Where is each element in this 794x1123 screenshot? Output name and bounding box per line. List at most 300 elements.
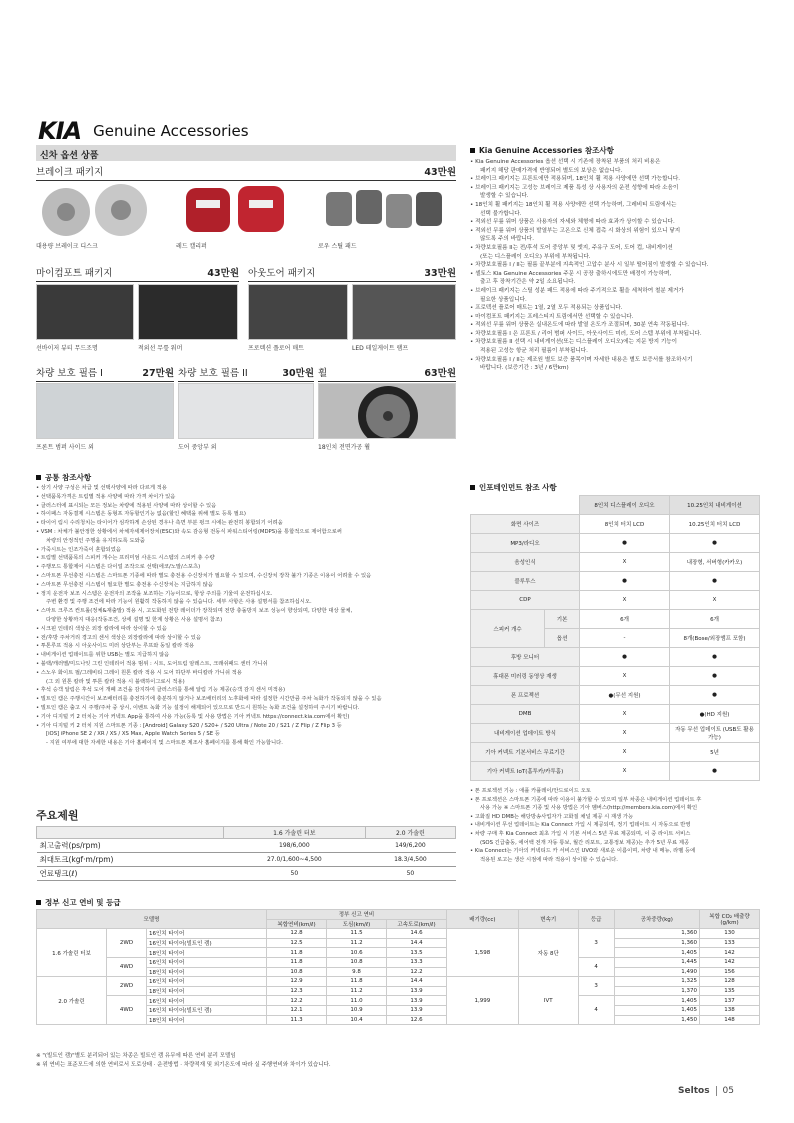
fuel-tire: 16인치 타이어 [147,996,267,1006]
note-line: • 시크핀 인테리 색상은 외장 칼라에 따라 상이할 수 있음 [36,625,167,632]
fuel-value: 10.8 [327,957,387,967]
infotainment-cell-navi: ● [670,572,760,591]
wheel-image [318,383,456,439]
note-line: • 상기 사양 구성은 차급 및 선택사양에 따라 다르게 적용 [36,485,167,491]
infotainment-row-sublabel: 옵션 [545,629,580,648]
note-line: • Kia Genuine Accessories 옵션 선택 시 기존에 장착된 부품의 처리 비용은 [470,159,661,165]
fuel-header-gov: 정부 신고 연비 [267,910,447,920]
note-line: • 18인치 휠 패키지는 18인치 휠 적용 사양에만 선택 가능하며, 그레비티 트림에서는 [470,201,677,208]
infotainment-row-label: 화면 사이즈 [471,515,580,534]
fuel-value: 11.8 [267,948,327,958]
fuel-value: 14.4 [387,938,447,948]
note-line: 선택 불가합니다. [480,210,522,217]
infotainment-cell-audio: X [580,667,670,686]
bullet-square-icon [36,475,41,480]
film2-row [178,365,314,382]
infotainment-cell-navi: ● [670,762,760,781]
infotainment-row [471,515,760,534]
infotainment-row-label: 음성인식 [471,553,580,572]
note-line: • 빌트인 캠은 주행시간이 보조배터리를 충전하기에 충분하지 않거나 보조배터리의 노후화에 따라 설정한 시간만큼 주차 녹화가 작동되지 않을 수 있음 [36,696,382,703]
note-line: • 스마트폰 무선충전 시스템이 필요한 별도 충전용 수신장치는 지급하지 않음 [36,581,213,588]
fuel-value: 12.2 [267,996,327,1006]
film2-title: 차량 보호 필름 II [178,368,248,379]
low-steel-pad-image [318,182,456,238]
page-footer [678,1086,734,1096]
note-line: • 빌트인 캠은 출고 시 주행/주차 중 상시, 이벤트 녹화 기능 설정이 해제되어 있으므로 반드시 원하는 녹화 조건을 설정하여 주시기 바랍니다. [36,704,360,711]
note-line: • 차량보호필름 II는 전/후석 도어 중앙부 및 엣지, 주유구 도어, 도어 컵, 내비게이션 [470,244,673,251]
fuel-tire: 16인치 타이어 [147,957,267,967]
infotainment-row [471,705,760,724]
infotainment-cell-audio: 6개 [580,610,670,629]
sunvisor-caption: 선바이저 뷰티 무드조명 [36,345,98,352]
fuel-value: 11.8 [327,977,387,987]
note-line: • 선택품목가격은 트림별 적용 사양에 따라 가격 차이가 있음 [36,493,176,500]
film1-caption: 프론트 범퍼 사이드 외 [36,444,94,451]
sunvisor-image [36,284,134,340]
note-line: ※ 위 연비는 표준모드에 의한 연비로서 도로상태 · 운전방법 · 차량적재 및 외기온도에 따라 실 주행연비와 차이가 있습니다. [36,1061,331,1068]
specs-cell: 18.3/4,500 [365,853,455,867]
note-line: • 프로텍션 플로어 매트는 1열, 2열 모두 적용되는 상품입니다. [470,305,623,312]
fuel-co2: 142 [700,948,760,958]
fuel-value: 14.4 [387,977,447,987]
common-notes-heading [36,472,91,483]
infotainment-heading [470,482,557,493]
note-line: • Kia Connect는 기아의 커넥티드 카 서비스인 UVO와 새로운 이름이며, 차량 내 메뉴, 라벨 등에 [470,848,696,855]
fuel-drive-type: 2WD [107,929,147,958]
note-line: • 스마트 크루즈 컨트롤(정체&재출발) 적용 시, 고도화된 전방 레이더가 장착되며 전방 충돌방지 보조 성능이 향상되며, 다양한 대상 물체, [36,608,353,615]
note-line: 차량의 안정적인 주행을 유지하도록 도와줌 [46,537,145,544]
fuel-co2: 142 [700,957,760,967]
infotainment-cell-navi: 5년 [670,743,760,762]
specs-cell: 최고출력(ps/rpm) [37,839,224,853]
fuel-value: 12.3 [267,986,327,996]
infotainment-cell-navi: 6개 [670,610,760,629]
fuel-header-combined: 복합연비(km/ℓ) [267,919,327,929]
note-line: 출고 후 장착기간은 약 2일 소요됩니다. [480,279,576,286]
note-line: 않도록 주의 바랍니다. [480,236,534,243]
film1-price: 27만원 [142,368,174,379]
film2-image [178,383,314,439]
fuel-value: 12.6 [387,1015,447,1025]
infotainment-row [471,572,760,591]
film2-item [178,383,314,451]
note-line: 사용 가능 ※ 스마트폰 기종 및 사용 방법은 기아 멤버스(http://members.kia.com)에서 확인 [480,805,698,812]
film1-row [36,365,174,382]
note-line: • 전/후방 주차거리 경고의 센서 색상은 외장칼라에 따라 상이할 수 있음 [36,634,202,641]
specs-cell: 27.0/1,600~4,500 [223,853,365,867]
fuel-co2: 135 [700,986,760,996]
specs-row [37,839,456,853]
note-line: • 폰 프로젝션은 스마트폰 기종에 따라 이용이 불가할 수 있으며 일부 차종은 내비게이션 업데이트 후 [470,796,702,803]
fuel-weight: 1,360 [614,929,699,939]
infotainment-row-label: 블루투스 [471,572,580,591]
specs-column-header: 1.6 가솔린 터보 [223,827,365,839]
fuel-value: 13.9 [387,996,447,1006]
fuel-engine-name: 1.6 가솔린 터보 [37,929,107,977]
fuel-value: 12.9 [267,977,327,987]
note-line: • 하이패스 자동결제 시스템은 동형프 자동할인기능 없음(할인 혜택을 위해 별도 등록 필요) [36,511,246,518]
brake-images [36,182,456,250]
wheel-item [318,383,456,451]
infotainment-row [471,743,760,762]
note-line: (SOS 긴급출동, 에어백 전개 자동 통보, 월간 리포트, 교통정보 제공)는 추가 5년 무료 제공 [480,839,690,846]
note-line: • 마이컴포트 패키지는 프레스티지 트림에서만 선택할 수 있습니다. [470,313,634,320]
fuel-value: 11.2 [327,938,387,948]
note-line: • 적외선 무릎 워머 상품은 실내온도에 따라 발열 온도가 조절되며, 30분 연속 작동됩니다. [470,322,690,329]
note-line: • 차량보호필름 I / II는 필름 끝부분에 지속적인 고압수 분사 시 일부 떨어짐이 발생할 수 있습니다. [470,262,709,269]
infotainment-cell-navi: ●(HD 지원) [670,705,760,724]
brand-header [38,117,249,145]
fuel-header-grade: 등급 [578,910,614,929]
film1-image [36,383,174,439]
fuel-value: 10.6 [327,948,387,958]
infotainment-cell-audio: - [580,629,670,648]
fuel-value: 11.2 [327,986,387,996]
fuel-tire: 18인치 타이어 [147,986,267,996]
film1-title: 차량 보호 필름 I [36,368,103,379]
infotainment-header-row [471,496,760,515]
note-line: • 고화질 HD DMB는 해당방송사업자가 고화질 채널 제공 시 재생 가능 [470,813,634,820]
note-line: • 블랙/캐러멜/미드나잇 그린 인테리어 적용 범위 : 시트, 도어트림 암레스트, 크래쉬패드 센터 가니쉬 [36,660,268,667]
note-line: • 브레이크 패키지는 프론트에만 적용되며, 18인치 휠 적용 사양에만 선택 가능합니다. [470,176,681,183]
knee-warmer-item [138,284,238,352]
fuel-tire: 18인치 타이어 [147,1015,267,1025]
red-caliper-image [176,182,306,238]
note-line: • 폰 프로젝션 기능 : 애플 카플레이/안드로이드 오토 [470,788,591,794]
note-line: • 스마트폰 무선충전 시스템은 스마트폰 기종에 따라 별도 충전용 수신장치가 필요할 수 있으며, 수신장치 장착 불가 기종은 이용이 어려울 수 있음 [36,572,372,579]
note-line: • 기아 디지털 키 2 터치는 기아 커넥트 App을 통하여 사용 가능(등록 및 사용 방법은 기아 커넥트 https://connect.kia.com에서 확인) [36,713,350,720]
note-line: • 차량보호필름 I 은 프론트 / 리어 범퍼 사이드, 아웃사이드 미러, 도어 스텝 부위에 부착됩니다. [470,330,702,337]
infotainment-cell-audio: X [580,743,670,762]
fuel-row [37,929,760,939]
fuel-value: 12.8 [267,929,327,939]
infotainment-heading-text: 인포테인먼트 참조 사항 [479,483,557,492]
fuel-weight: 1,405 [614,996,699,1006]
infotainment-row-label: 내비게이션 업데이트 방식 [471,724,580,743]
note-line: • 주행모드 통합제어 시스템은 다이얼 조작으로 선택(에코/노말/스포츠) [36,564,201,571]
fuel-value: 13.9 [387,1005,447,1015]
infotainment-row-label: DMB [471,705,580,724]
infotainment-row-label: CDP [471,591,580,610]
fuel-value: 14.6 [387,929,447,939]
tailgate-lamp-caption: LED 테일게이트 램프 [352,345,409,352]
fuel-row [37,957,760,967]
fuel-tire: 18인치 타이어 [147,948,267,958]
fuel-header-highway: 고속도로(km/ℓ) [387,919,447,929]
fuel-weight: 1,325 [614,977,699,987]
infotainment-row-label: 후방 모니터 [471,648,580,667]
note-line: • 차량 구매 후 Kia Connect 최초 가입 시 기본 서비스 5년 무료 제공되며, 이 중 라이트 서비스 [470,830,691,837]
specs-table [36,826,456,881]
tailgate-lamp-item [352,284,456,352]
fuel-heading [36,897,121,908]
knee-warmer-image [138,284,238,340]
kga-notes-heading [470,145,614,156]
fuel-header-row [37,910,760,920]
fuel-grade: 3 [578,929,614,958]
film1-item [36,383,174,451]
footer-model: Seltos [678,1086,710,1096]
infotainment-row [471,762,760,781]
specs-row [37,867,456,881]
fuel-engine-name: 2.0 가솔린 [37,977,107,1025]
infotainment-row-label: 폰 프로젝션 [471,686,580,705]
note-line: 다양한 상황까지 대응(작동조건, 상세 설명 및 한계 상황은 사용 설명서 참조) [46,616,223,623]
section-label: 신차 옵션 상품 [36,145,456,161]
wheel-caption: 18인치 전면가공 휠 [318,444,371,451]
fuel-value: 9.8 [327,967,387,977]
fuel-weight: 1,360 [614,938,699,948]
infotainment-row [471,686,760,705]
outdoor-package-row [248,265,456,282]
infotainment-cell-navi: 내장형, 서버형(카카오) [670,553,760,572]
brake-disc-image [36,182,166,238]
infotainment-row [471,724,760,743]
note-line: ※ "(빌트인 캠)"별도 분리되어 있는 차종은 빌트인 캠 유무에 따른 연비 분리 모델임 [36,1053,236,1059]
infotainment-cell-navi: 10.25인치 터치 LCD [670,515,760,534]
infotainment-cell-audio: X [580,762,670,781]
fuel-header-cc: 배기량(cc) [447,910,519,929]
outdoor-package-title: 아웃도어 패키지 [248,268,316,279]
brake-package-title: 브레이크 패키지 [36,167,104,178]
outdoor-package-price: 33만원 [424,268,456,279]
fuel-value: 12.1 [267,1005,327,1015]
fuel-header-weight: 공차중량(kg) [614,910,699,929]
note-line: • 후석 승객 알림은 후석 도어 개폐 조건을 감지하여 클러스터를 통해 알림 기능 제공(승객 감지 센서 미적용) [36,687,286,694]
low-steel-pad-caption: 로우 스틸 패드 [318,243,357,250]
fuel-value: 12.2 [387,967,447,977]
red-caliper-caption: 레드 캘리퍼 [176,243,207,250]
infotainment-row-label: MP3/라디오 [471,534,580,553]
fuel-row [37,977,760,987]
page-title: Genuine Accessories [93,122,249,140]
bullet-square-icon [470,485,475,490]
fuel-drive-type: 4WD [107,996,147,1025]
fuel-tire: 16인치 타이어 [147,929,267,939]
fuel-co2: 156 [700,967,760,977]
fuel-co2: 137 [700,996,760,1006]
infotainment-column-header: 10.25인치 내비게이션 [670,496,760,515]
note-line: • 스노우 화이트 펄/그레비티 그레이 원톤 칼라 적용 시 도어 하단부 바디칼라 가니쉬 적용 [36,669,242,676]
wheel-price: 63만원 [424,368,456,379]
note-line: • 기아 디지털 키 2 터치 지원 스마트폰 기종 : [Android] Galaxy S20 / S20+ / S20 Ultra / Note 20 / S21 / Z Flip / Z Flip 3 등 [36,722,342,729]
infotainment-row-label: 기아 커넥트 IoT(홈투카/카투홈) [471,762,580,781]
note-line: (그 외 원톤 칼라 및 투톤 칼라 적용 시 블랙하이그로시 적용) [46,678,185,685]
specs-column-header: 2.0 가솔린 [365,827,455,839]
fuel-co2: 133 [700,938,760,948]
fuel-weight: 1,450 [614,1015,699,1025]
kga-notes-heading-text: Kia Genuine Accessories 참조사항 [479,146,614,155]
specs-heading: 주요제원 [36,809,79,822]
note-line: (또는 디스플레이 오디오) 부위에 부착됩니다. [480,253,591,260]
note-line: • 적외선 무릎 워머 상품은 사용자의 자세와 체형에 따라 효과가 상이할 수 있습니다. [470,219,675,226]
floor-mat-image [248,284,348,340]
infotainment-row-label: 스피커 개수 [471,610,545,648]
fuel-grade: 4 [578,957,614,976]
infotainment-cell-navi: ● [670,648,760,667]
fuel-value: 11.0 [327,996,387,1006]
fuel-value: 10.4 [327,1015,387,1025]
fuel-cc: 1,999 [447,977,519,1025]
note-line: • 정지 운전자 보조 시스템은 운전자의 조작을 보조하는 기능이므로, 항상 주의를 기울여 운전하십시오. [36,590,273,597]
note-line: 적용된 로고는 생산 시점에 따라 적용이 상이할 수 있습니다. [480,856,618,863]
fuel-grade: 4 [578,996,614,1025]
infotainment-cell-audio: ● [580,572,670,591]
infotainment-row [471,648,760,667]
note-line: • 적외선 무릎 워머 상품의 발열부는 고온으로 신체 접촉 시 화상의 위험이 있으니 닿지 [470,227,681,234]
fuel-tire: 16인치 타이어 [147,977,267,987]
infotainment-table [470,495,760,781]
brake-disc-caption: 대용량 브레이크 디스크 [36,243,98,250]
infotainment-row-label: 기아 커넥트 기본서비스 무료기간 [471,743,580,762]
note-line: 바랍니다. (보증기간 : 3년 / 6만km) [480,365,569,372]
infotainment-row-sublabel: 기본 [545,610,580,629]
fuel-header-co2: 복합 CO₂ 배출량 (g/km) [700,910,760,929]
infotainment-cell-audio: X [580,553,670,572]
infotainment-row [471,667,760,686]
fuel-value: 13.9 [387,986,447,996]
specs-cell: 50 [223,867,365,881]
specs-header-row [37,827,456,839]
fuel-value: 12.5 [267,938,327,948]
infotainment-row [471,534,760,553]
note-line: - 지원 여부에 대한 자세한 내용은 기아 홈페이지 및 스마트폰 제조사 홈페이지를 통해 확인 가능합니다. [46,740,283,747]
fuel-value: 11.8 [267,957,327,967]
fuel-weight: 1,370 [614,986,699,996]
common-notes-heading-text: 공통 참조사항 [45,473,92,482]
fuel-value: 10.9 [327,1005,387,1015]
wheel-row [318,365,456,382]
film2-caption: 도어 중앙부 외 [178,444,217,451]
wheel-title: 휠 [318,368,328,379]
infotainment-cell-audio: X [580,591,670,610]
infotainment-cell-navi: ● [670,534,760,553]
fuel-weight: 1,445 [614,957,699,967]
fuel-heading-text: 정부 신고 연비 및 등급 [45,898,121,907]
infotainment-cell-audio: ● [580,648,670,667]
infotainment-cell-audio: 8인치 터치 LCD [580,515,670,534]
fuel-header-trans: 변속기 [518,910,578,929]
fuel-co2: 128 [700,977,760,987]
low-steel-pad-item [318,182,456,250]
fuel-cc: 1,598 [447,929,519,977]
fuel-economy-table [36,909,760,1025]
infotainment-cell-navi: 자동 무선 업데이트 (USB도 활용 가능) [670,724,760,743]
brake-package-row [36,164,456,181]
fuel-value: 11.3 [267,1015,327,1025]
note-line: • 차량보호필름 I / II는 제조원 별도 보증 품목이며 자세한 내용은 별도 보증서를 참조하시기 [470,356,693,363]
fuel-co2: 138 [700,1005,760,1015]
kia-logo: KIA [38,117,82,145]
specs-column-header [37,827,224,839]
fuel-weight: 1,405 [614,1005,699,1015]
bullet-square-icon [470,148,475,153]
fuel-value: 11.5 [327,929,387,939]
infotainment-cell-audio: X [580,705,670,724]
infotainment-row [471,610,760,629]
infotainment-cell-navi: 8개(Bose/외장앰프 포함) [670,629,760,648]
bullet-square-icon [36,900,41,905]
kga-notes-list [470,158,760,373]
fuel-value: 13.5 [387,948,447,958]
brake-package-price: 43만원 [424,167,456,178]
note-line: • 차량보호필름 II 선택 시 내비게이션(또는 디스플레이 오디오)에는 지문 방지 기능이 [470,339,678,346]
infotainment-cell-navi: ● [670,686,760,705]
brake-disc-item [36,182,166,250]
fuel-header-city: 도심(km/ℓ) [327,919,387,929]
note-line: • 투톤루프 적용 시 아웃사이드 미러 상단부는 루프와 동일 칼라 적용 [36,643,195,650]
note-line: • 내비게이션 무선 업데이트는 Kia Connect 가입 시 제공되며, 정기 업데이트 시 자동으로 반영 [470,822,691,829]
comfort-package-title: 마이컴포트 패키지 [36,268,113,279]
floor-mat-caption: 프로텍션 플로어 매트 [248,345,304,352]
specs-cell: 50 [365,867,455,881]
comfort-package-row [36,265,239,282]
infotainment-cell-navi: X [670,591,760,610]
note-line: • 트림별 선택품목의 스피커 개수는 프리미엄 사운드 시스템의 스피커 총 수량 [36,555,215,562]
specs-cell: 198/6,000 [223,839,365,853]
infotainment-cell-audio: ●(무선 지원) [580,686,670,705]
floor-mat-item [248,284,348,352]
fuel-weight: 1,405 [614,948,699,958]
note-line: • 타이어 림시 수리청치는 타이어가 심각하게 손상된 경우나 측면 부분 펑크 시에는 완전히 봉합되기 어려움 [36,520,283,527]
note-line: • 브레이크 패키지는 고성능 브레이크 제품 특성 상 사용자의 운전 성향에 따라 소음이 [470,184,679,191]
footer-divider [716,1086,717,1096]
common-notes-list [36,484,456,748]
fuel-co2: 148 [700,1015,760,1025]
infotainment-cell-navi: ● [670,667,760,686]
tailgate-lamp-image [352,284,456,340]
note-line: 패키지 해당 판매가격에 반영되어 별도의 보상은 없습니다. [480,167,623,174]
infotainment-cell-audio: X [580,724,670,743]
infotainment-row [471,591,760,610]
fuel-notes [36,1052,760,1069]
fuel-grade: 3 [578,977,614,996]
film2-price: 30만원 [282,368,314,379]
fuel-row [37,996,760,1006]
note-line: • 내비게이션 업데이트를 위한 USB는 별도 지급하지 않음 [36,652,170,659]
fuel-value: 13.3 [387,957,447,967]
fuel-header-model: 모델명 [37,910,267,929]
note-line: • 브레이크 패키지는 스틸 성분 패드 적용에 따라 주기적으로 휠을 세척하여 철분 제거가 [470,287,684,294]
page-number: 05 [722,1086,734,1096]
note-line: [iOS] iPhone SE 2 / XR / XS / XS Max, Apple Watch Series 5 / SE 등 [46,731,220,738]
note-line: 필요한 상품입니다. [480,296,527,303]
specs-cell: 최대토크(kgf·m/rpm) [37,853,224,867]
fuel-value: 10.8 [267,967,327,977]
infotainment-column-header: 8인치 디스플레이 오디오 [580,496,670,515]
note-line: 발생할 수 있습니다. [480,193,529,200]
fuel-tire: 18인치 타이어 [147,967,267,977]
fuel-drive-type: 4WD [107,957,147,976]
fuel-tire: 16인치 타이어(빌트인 캠) [147,1005,267,1015]
infotainment-notes [470,787,760,864]
fuel-co2: 130 [700,929,760,939]
note-line: • 셀토스 Kia Genuine Accessories 주문 시 공장 출하시에도만 배정이 가능하며, [470,270,672,277]
note-line: 적용된 고성능 항균 처리 필름이 부착됩니다. [480,348,588,355]
note-line: • 가죽시트는 인조가죽이 혼합되었음 [36,546,121,553]
fuel-drive-type: 2WD [107,977,147,996]
note-line: 주변 환경 및 주행 조건에 따라 기능이 원활히 작동하지 않을 수 있습니다. 세부 사항은 사용 설명서를 참조하십시오. [46,599,312,606]
infotainment-row [471,553,760,572]
specs-cell: 149/6,200 [365,839,455,853]
infotainment-row-label: 휴대폰 미러링 동영상 재생 [471,667,580,686]
note-line: • 클러스터에 표시되는 모든 정보는 차량에 적용된 사양에 따라 상이할 수 있음 [36,502,217,509]
note-line: • VSM : 차체가 불안정한 상황에서 차체자세제어장치(ESC)와 속도 감응형 전동식 파워스티어링(MDPS)을 통합적으로 제어함으로써 [36,528,342,535]
fuel-weight: 1,490 [614,967,699,977]
knee-warmer-caption: 적외선 무릎 워머 [138,345,183,352]
red-caliper-item [176,182,306,250]
fuel-trans: 자동 8단 [518,929,578,977]
